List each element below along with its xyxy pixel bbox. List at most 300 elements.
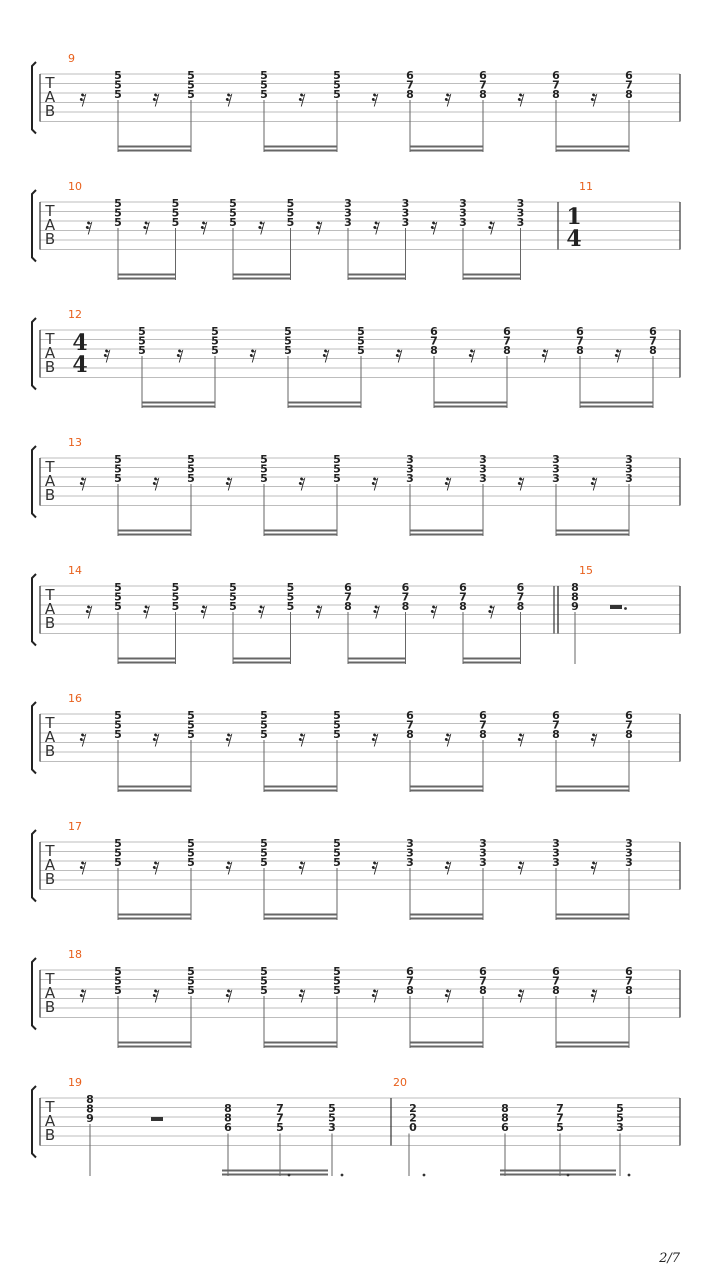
tab-chord: [138, 325, 146, 357]
beam: [410, 786, 483, 788]
fret-number: 8: [552, 88, 560, 101]
fret-number: 5: [333, 69, 341, 82]
fret-number: 5: [260, 984, 268, 997]
beam: [580, 402, 653, 404]
fret-number: 8: [406, 728, 414, 741]
fret-number: 6: [649, 325, 657, 338]
tab-chord: [229, 197, 237, 229]
fret-number: 5: [229, 590, 237, 604]
fret-number: 5: [114, 837, 122, 850]
tab-chord: [479, 453, 487, 485]
sixteenth-rest-icon: 𝄿: [249, 340, 257, 368]
fret-number: 8: [224, 1111, 232, 1125]
sixteenth-rest-icon: 𝄿: [371, 724, 379, 752]
fret-number: 3: [552, 453, 560, 466]
fret-number: 8: [552, 728, 560, 741]
fret-number: 3: [625, 837, 633, 850]
tab-clef-letter: A: [44, 1112, 56, 1130]
fret-number: 6: [552, 69, 560, 82]
sixteenth-rest-icon: 𝄿: [590, 980, 598, 1008]
rhythm-dot: [567, 1174, 570, 1177]
beam: [118, 534, 191, 536]
fret-number: 5: [260, 846, 268, 860]
fret-number: 8: [430, 344, 438, 357]
tab-chord: [409, 1102, 417, 1134]
tab-system: [32, 1076, 680, 1176]
fret-number: 5: [187, 965, 195, 978]
sixteenth-rest-icon: 𝄿: [298, 980, 306, 1008]
beam: [264, 146, 337, 148]
fret-number: 5: [333, 837, 341, 850]
beam: [233, 278, 291, 280]
fret-number: 7: [552, 78, 560, 92]
sixteenth-rest-icon: 𝄿: [225, 84, 233, 112]
fret-number: 2: [409, 1102, 417, 1115]
fret-number: 3: [406, 856, 414, 869]
tab-clef-letter: T: [45, 842, 55, 860]
beam: [463, 278, 521, 280]
fret-number: 5: [114, 69, 122, 82]
fret-number: 5: [328, 1111, 336, 1125]
beam: [500, 1174, 616, 1176]
fret-number: 8: [503, 344, 511, 357]
fret-number: 5: [357, 334, 365, 348]
fret-number: 5: [286, 197, 295, 210]
tab-clef-letter: T: [45, 1098, 55, 1116]
beam: [118, 278, 176, 280]
sixteenth-rest-icon: 𝄿: [315, 212, 323, 240]
tab-chord: [402, 197, 410, 229]
tab-chord: [260, 837, 268, 869]
beam: [222, 1170, 328, 1172]
sixteenth-rest-icon: 𝄿: [590, 84, 598, 112]
fret-number: 5: [187, 856, 195, 869]
fret-number: 6: [625, 965, 633, 978]
sixteenth-rest-icon: 𝄿: [517, 980, 525, 1008]
beam: [410, 790, 483, 792]
fret-number: 8: [501, 1111, 509, 1125]
tab-system: [32, 820, 680, 920]
sixteenth-rest-icon: 𝄿: [85, 596, 93, 624]
fret-number: 5: [286, 206, 295, 220]
tab-chord: [187, 837, 195, 869]
fret-number: 3: [344, 197, 352, 210]
beam: [118, 790, 191, 792]
tab-clef-letter: B: [44, 742, 56, 760]
system-bracket: [32, 958, 36, 1030]
fret-number: 5: [229, 206, 237, 220]
sixteenth-rest-icon: 𝄿: [517, 724, 525, 752]
tab-chord: [459, 197, 467, 229]
beam: [264, 1046, 337, 1048]
sixteenth-rest-icon: 𝄿: [85, 212, 93, 240]
beam: [222, 1174, 328, 1176]
fret-number: 5: [286, 600, 295, 613]
fret-number: 7: [625, 974, 633, 988]
fret-number: 5: [260, 728, 268, 741]
fret-number: 5: [187, 728, 195, 741]
rhythm-dot: [423, 1174, 426, 1177]
beam: [264, 530, 337, 532]
tab-system: [32, 948, 680, 1048]
tab-chord: [501, 1102, 509, 1134]
beam: [556, 534, 629, 536]
fret-number: 8: [479, 88, 487, 101]
fret-number: 3: [459, 197, 467, 210]
tab-chord: [333, 965, 341, 997]
beam: [500, 1170, 616, 1172]
fret-number: 3: [625, 856, 633, 869]
system-bracket: [32, 702, 36, 774]
fret-number: 7: [276, 1111, 284, 1125]
sixteenth-rest-icon: 𝄿: [590, 724, 598, 752]
beam: [410, 146, 483, 148]
tab-chord: [552, 965, 560, 997]
fret-number: 5: [260, 837, 268, 850]
fret-number: 5: [114, 197, 122, 210]
sixteenth-rest-icon: 𝄿: [79, 468, 87, 496]
beam: [556, 786, 629, 788]
beam: [233, 274, 291, 276]
beam: [410, 914, 483, 916]
tab-chord: [229, 581, 237, 613]
sixteenth-rest-icon: 𝄿: [487, 212, 496, 240]
beam: [580, 406, 653, 408]
tab-clef-letter: T: [45, 970, 55, 988]
fret-number: 5: [187, 462, 195, 476]
fret-number: 5: [260, 69, 268, 82]
beam: [264, 914, 337, 916]
fret-number: 3: [479, 462, 487, 476]
sixteenth-rest-icon: 𝄿: [142, 212, 151, 240]
fret-number: 5: [229, 197, 237, 210]
fret-number: 5: [260, 974, 268, 988]
tab-chord: [402, 581, 410, 613]
tab-clef-letter: A: [44, 856, 56, 874]
tab-clef-letter: B: [44, 102, 56, 120]
tab-clef-letter: A: [44, 728, 56, 746]
tab-chord: [328, 1102, 336, 1134]
fret-number: 5: [333, 974, 341, 988]
system-bracket: [32, 574, 36, 646]
fret-number: 5: [114, 984, 122, 997]
beam: [348, 658, 406, 660]
fret-number: 8: [552, 984, 560, 997]
beam: [348, 662, 406, 664]
fret-number: 5: [333, 718, 341, 732]
sixteenth-rest-icon: 𝄿: [298, 852, 306, 880]
sixteenth-rest-icon: 𝄿: [371, 852, 379, 880]
fret-number: 7: [552, 718, 560, 732]
tab-clef-letter: T: [45, 714, 55, 732]
tab-chord: [114, 197, 122, 229]
tab-chord: [430, 325, 438, 357]
tab-clef-letter: B: [44, 1126, 56, 1144]
beam: [434, 406, 507, 408]
fret-number: 5: [260, 88, 268, 101]
fret-number: 5: [260, 472, 268, 485]
fret-number: 5: [138, 344, 146, 357]
tab-chord: [187, 965, 195, 997]
fret-number: 3: [406, 837, 414, 850]
system-bracket: [32, 62, 36, 134]
tab-chord: [406, 453, 414, 485]
fret-number: 5: [187, 846, 195, 860]
fret-number: 8: [406, 88, 414, 101]
fret-number: 3: [401, 197, 410, 210]
fret-number: 8: [401, 600, 410, 613]
sixteenth-rest-icon: 𝄿: [517, 84, 525, 112]
fret-number: 7: [503, 334, 511, 348]
fret-number: 3: [479, 472, 487, 485]
fret-number: 3: [401, 206, 410, 220]
fret-number: 8: [516, 600, 525, 613]
beam: [348, 274, 406, 276]
tab-chord: [517, 197, 525, 229]
fret-number: 5: [286, 581, 295, 594]
measure-number: 13: [68, 436, 82, 449]
beam: [556, 150, 629, 152]
fret-number: 5: [260, 453, 268, 466]
fret-number: 8: [86, 1102, 94, 1116]
tab-chord: [86, 1093, 94, 1125]
fret-number: 5: [187, 78, 195, 92]
tab-chord: [114, 581, 122, 613]
fret-number: 3: [479, 453, 487, 466]
beam: [410, 1046, 483, 1048]
fret-number: 5: [187, 984, 195, 997]
fret-number: 3: [625, 472, 633, 485]
tab-chord: [517, 581, 525, 613]
fret-number: 5: [286, 590, 295, 604]
beam: [556, 918, 629, 920]
tab-chord: [172, 581, 180, 613]
fret-number: 7: [552, 974, 560, 988]
fret-number: 5: [357, 325, 365, 338]
fret-number: 5: [211, 344, 219, 357]
fret-number: 8: [406, 984, 414, 997]
sixteenth-rest-icon: 𝄿: [371, 84, 379, 112]
fret-number: 3: [552, 837, 560, 850]
fret-number: 5: [616, 1102, 624, 1115]
fret-number: 8: [576, 344, 584, 357]
measure-number: 15: [579, 564, 593, 577]
sixteenth-rest-icon: 𝄿: [444, 852, 452, 880]
sixteenth-rest-icon: 𝄿: [298, 724, 306, 752]
time-signature-bottom: 4: [566, 226, 582, 252]
fret-number: 5: [229, 581, 237, 594]
beam: [118, 146, 191, 148]
fret-number: 5: [114, 216, 122, 229]
sixteenth-rest-icon: 𝄿: [142, 596, 151, 624]
fret-number: 7: [556, 1102, 564, 1115]
measure-number: 10: [68, 180, 82, 193]
tab-system: [32, 180, 680, 280]
tab-chord: [479, 837, 487, 869]
half-rest-icon: [151, 1117, 163, 1121]
beam: [556, 146, 629, 148]
fret-number: 5: [187, 472, 195, 485]
fret-number: 5: [171, 600, 180, 613]
sixteenth-rest-icon: 𝄿: [298, 468, 306, 496]
fret-number: 5: [333, 472, 341, 485]
tab-chord: [625, 69, 633, 101]
tab-clef-letter: A: [44, 216, 56, 234]
sixteenth-rest-icon: 𝄿: [257, 596, 266, 624]
tab-system: [32, 692, 680, 792]
fret-number: 3: [516, 216, 525, 229]
fret-number: 5: [333, 856, 341, 869]
beam: [118, 658, 176, 660]
fret-number: 5: [211, 325, 219, 338]
fret-number: 3: [552, 462, 560, 476]
beam: [118, 1046, 191, 1048]
beam: [264, 918, 337, 920]
fret-number: 5: [333, 78, 341, 92]
sixteenth-rest-icon: 𝄿: [444, 84, 452, 112]
sixteenth-rest-icon: 𝄿: [79, 852, 87, 880]
beam: [118, 918, 191, 920]
fret-number: 6: [552, 709, 560, 722]
tab-chord: [576, 325, 584, 357]
tab-chord: [552, 69, 560, 101]
fret-number: 5: [187, 718, 195, 732]
sixteenth-rest-icon: 𝄿: [225, 724, 233, 752]
tab-chord: [571, 581, 579, 613]
fret-number: 8: [571, 590, 579, 604]
beam: [142, 406, 215, 408]
fret-number: 9: [571, 600, 579, 613]
half-rest-icon: [610, 605, 622, 609]
tab-chord: [211, 325, 219, 357]
tab-system: [32, 308, 680, 408]
fret-number: 3: [401, 216, 410, 229]
tab-chord: [625, 453, 633, 485]
sixteenth-rest-icon: 𝄿: [430, 596, 438, 624]
fret-number: 8: [86, 1093, 94, 1106]
fret-number: 0: [409, 1121, 417, 1134]
beam: [118, 914, 191, 916]
tab-chord: [344, 581, 352, 613]
beam: [410, 1042, 483, 1044]
tab-chord: [224, 1102, 232, 1134]
tab-chord: [260, 69, 268, 101]
sixteenth-rest-icon: 𝄿: [371, 980, 379, 1008]
rhythm-dot: [288, 1174, 291, 1177]
fret-number: 3: [479, 837, 487, 850]
beam: [556, 1046, 629, 1048]
fret-number: 5: [114, 856, 122, 869]
tab-clef-letter: B: [44, 614, 56, 632]
tab-chord: [479, 965, 487, 997]
beam: [556, 914, 629, 916]
tab-clef-letter: T: [45, 330, 55, 348]
fret-number: 7: [401, 590, 410, 604]
tab-chord: [479, 709, 487, 741]
sixteenth-rest-icon: 𝄿: [444, 724, 452, 752]
beam: [118, 1042, 191, 1044]
fret-number: 5: [260, 965, 268, 978]
beam: [556, 790, 629, 792]
sixteenth-rest-icon: 𝄿: [371, 468, 379, 496]
measure-number: 17: [68, 820, 82, 833]
tab-chord: [406, 709, 414, 741]
fret-number: 5: [333, 965, 341, 978]
beam: [264, 150, 337, 152]
time-signature-bottom: 4: [72, 352, 88, 378]
sixteenth-rest-icon: 𝄿: [322, 340, 330, 368]
fret-number: 7: [276, 1102, 284, 1115]
fret-number: 5: [114, 453, 122, 466]
tab-clef-letter: T: [45, 74, 55, 92]
fret-number: 9: [86, 1112, 94, 1125]
tab-clef-letter: A: [44, 984, 56, 1002]
sixteenth-rest-icon: 𝄿: [517, 468, 525, 496]
fret-number: 5: [114, 590, 122, 604]
fret-number: 6: [459, 581, 467, 594]
system-bracket: [32, 830, 36, 902]
tab-clef-letter: A: [44, 472, 56, 490]
tab-clef-letter: T: [45, 458, 55, 476]
fret-number: 3: [625, 462, 633, 476]
tab-clef-letter: B: [44, 870, 56, 888]
beam: [410, 150, 483, 152]
system-bracket: [32, 446, 36, 518]
fret-number: 8: [479, 984, 487, 997]
sixteenth-rest-icon: 𝄿: [395, 340, 403, 368]
fret-number: 5: [171, 581, 180, 594]
time-signature-top: 4: [72, 330, 88, 356]
fret-number: 8: [571, 581, 579, 594]
tab-chord: [187, 709, 195, 741]
fret-number: 6: [401, 581, 410, 594]
beam: [556, 530, 629, 532]
tab-clef-letter: A: [44, 88, 56, 106]
sixteenth-rest-icon: 𝄿: [152, 84, 160, 112]
fret-number: 6: [406, 965, 414, 978]
fret-number: 6: [479, 69, 487, 82]
tab-chord: [357, 325, 365, 357]
rhythm-dot: [628, 1174, 631, 1177]
fret-number: 8: [459, 600, 467, 613]
sixteenth-rest-icon: 𝄿: [487, 596, 496, 624]
tab-chord: [287, 581, 295, 613]
fret-number: 6: [516, 581, 525, 594]
sixteenth-rest-icon: 𝄿: [200, 596, 208, 624]
system-bracket: [32, 1086, 36, 1158]
fret-number: 5: [260, 718, 268, 732]
fret-number: 5: [114, 206, 122, 220]
fret-number: 3: [406, 462, 414, 476]
beam: [118, 274, 176, 276]
fret-number: 8: [224, 1102, 232, 1115]
fret-number: 6: [625, 69, 633, 82]
sixteenth-rest-icon: 𝄿: [590, 852, 598, 880]
beam: [142, 402, 215, 404]
fret-number: 3: [479, 856, 487, 869]
fret-number: 5: [171, 590, 180, 604]
sixteenth-rest-icon: 𝄿: [590, 468, 598, 496]
sixteenth-rest-icon: 𝄿: [257, 212, 266, 240]
fret-number: 7: [430, 334, 438, 348]
tab-chord: [552, 837, 560, 869]
fret-number: 7: [406, 78, 414, 92]
fret-number: 5: [211, 334, 219, 348]
measure-number: 16: [68, 692, 82, 705]
fret-number: 5: [260, 856, 268, 869]
fret-number: 3: [459, 206, 467, 220]
sixteenth-rest-icon: 𝄿: [298, 84, 306, 112]
